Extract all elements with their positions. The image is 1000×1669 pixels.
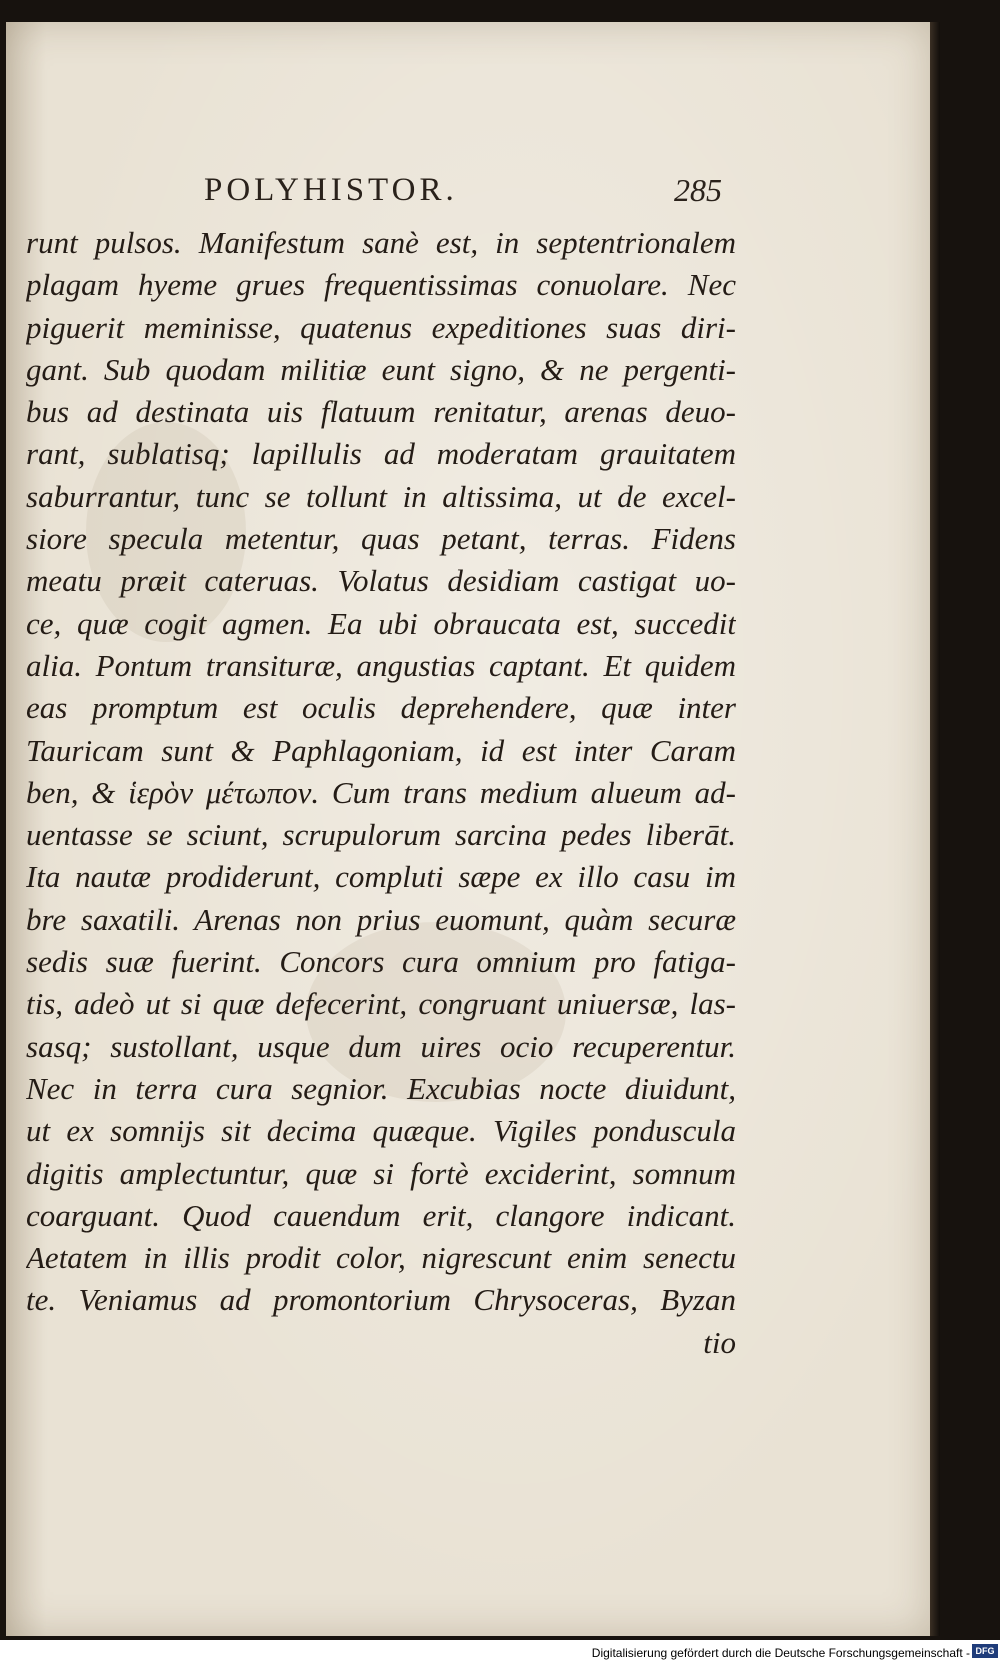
text-line: piguerit meminisse, quatenus expeditiones suas diri- [26, 309, 736, 345]
text-line: bus ad destinata uis flatuum renitatur, arenas deuo- [26, 394, 736, 430]
page-header [6, 172, 930, 222]
text-line: tis, adeò ut si quæ defecerint, congruant uniuersæ, las- [26, 986, 736, 1022]
text-line: ce, quæ cogit agmen. Ea ubi obraucata est, succedit [26, 605, 736, 641]
text-line: Ita nautæ prodiderunt, compluti sæpe ex illo casu im [26, 859, 736, 895]
running-title: POLYHISTOR. [204, 172, 458, 208]
text-line: runt pulsos. Manifestum sanè est, in septentrionalem [26, 225, 736, 260]
body-text [26, 222, 746, 1364]
text-line: eas promptum est oculis deprehendere, quæ inter [26, 690, 736, 726]
catchword: tio [703, 1324, 736, 1360]
text-line: Aetatem in illis prodit color, nigrescunt enim senectu [26, 1240, 736, 1276]
text-line: Nec in terra cura segnior. Excubias nocte diuidunt, [26, 1070, 736, 1106]
page-edge [930, 22, 940, 1636]
text-line: digitis amplectuntur, quæ si fortè exciderint, somnum [26, 1155, 736, 1191]
text-line: coarguant. Quod cauendum erit, clangore indicant. [26, 1197, 736, 1233]
book-page [6, 22, 930, 1636]
text-line: plagam hyeme grues frequentissimas conuolare. Nec [26, 267, 736, 303]
dfg-logo-icon: DFG [972, 1644, 998, 1658]
text-line: alia. Pontum transituræ, angustias captant. Et quidem [26, 647, 736, 683]
text-line: ben, & ἱερὸν μέτωπον. Cum trans medium alueum ad- [26, 774, 736, 810]
text-line: saburrantur, tunc se tollunt in altissima, ut de excel- [26, 478, 736, 514]
page-number: 285 [674, 172, 722, 208]
digitization-footer [0, 1640, 1000, 1669]
text-line: sedis suæ fuerint. Concors cura omnium pro fatiga- [26, 944, 736, 980]
text-line: Tauricam sunt & Paphlagoniam, id est inter Caram [26, 732, 736, 768]
text-line: siore specula metentur, quas petant, terras. Fidens [26, 521, 736, 557]
text-line: meatu præit cateruas. Volatus desidiam castigat uo- [26, 563, 736, 599]
text-line: uentasse se sciunt, scrupulorum sarcina pedes liberāt. [26, 817, 736, 853]
text-line: sasq; sustollant, usque dum uires ocio recuperentur. [26, 1028, 736, 1064]
text-line: gant. Sub quodam militiæ eunt signo, & ne pergenti- [26, 351, 736, 387]
text-line: bre saxatili. Arenas non prius euomunt, quàm securæ [26, 901, 736, 937]
text-line: te. Veniamus ad promontorium Chrysoceras, Byzan [26, 1282, 736, 1318]
text-line: rant, sublatisq; lapillulis ad moderatam grauitatem [26, 436, 736, 472]
text-line: ut ex somnijs sit decima quæque. Vigiles ponduscula [26, 1113, 736, 1149]
funding-credit: Digitalisierung gefördert durch die Deutsche Forschungsgemeinschaft - [591, 1646, 970, 1660]
